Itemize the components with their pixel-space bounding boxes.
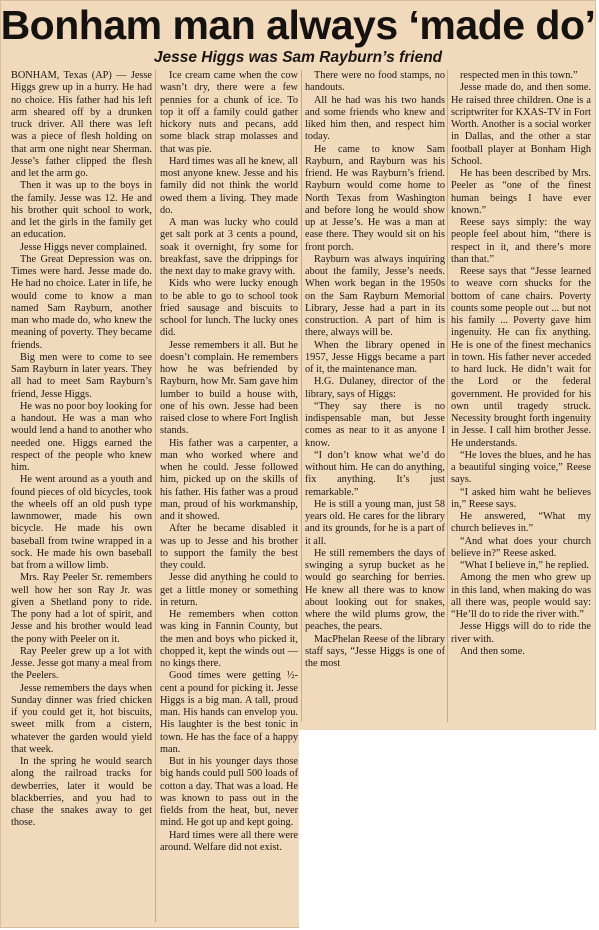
article-paragraph: Kids who were lucky enough to be able to go to school took fried sausage and biscuits to school for lunch. The lucky ones did. <box>160 278 298 339</box>
article-column-1 <box>11 70 152 922</box>
article-paragraph: There were no food stamps, no handouts. <box>305 70 445 94</box>
article-paragraph: Hard times was all he knew, all most anyone knew. Jesse and his family did not think the world owed them a living. They made do. <box>160 155 298 216</box>
article-paragraph: He came to know Sam Rayburn, and Rayburn was his friend. He was Rayburn’s friend. Rayburn would come home to North Texas from Washington and before long he would show up at Jesse’s. He was a man at ease there. They would sit on his front porch. <box>305 143 445 253</box>
article-paragraph: He went around as a youth and found pieces of old bicycles, took the wheels off an old push type lawnmower, made his own bicycle. He made his own baseball from twine wrapped in a sock. He made his own baseball bat from a willow limb. <box>11 474 152 571</box>
article-paragraph: Jesse Higgs never complained. <box>20 241 147 253</box>
article-paragraph: He still remembers the days of swinging a syrup bucket as he would go searching for berries. He knew all there was to know about looking out for snakes, where the wild plums grow, the peaches, the pears. <box>305 547 445 633</box>
article-paragraph: “What I believe in,” he replied. <box>460 560 589 571</box>
article-paragraph: He remembers when cotton was king in Fannin County, but the men and boys who picked it, chopped it, kept the winds out — no kings there. <box>160 609 298 669</box>
column-divider <box>447 70 448 722</box>
article-paragraph: A man was lucky who could get salt pork at 3 cents a pound, soak it overnight, fry some for breakfast, save the drippings for the next day to make gravy with. <box>160 217 298 277</box>
article-paragraph: Ray Peeler grew up a lot with Jesse. Jesse got many a meal from the Peelers. <box>11 645 152 682</box>
article-paragraph: Big men were to come to see Sam Rayburn in later years. They all had to meet Sam Rayburn’s friend, Jesse Higgs. <box>11 351 152 400</box>
article-paragraph: The Great Depression was on. Times were hard. Jesse made do. He had no choice. Later in life, he would come to know a man named Sam Rayburn, another man who made do, who knew the meaning of poverty. They became friends. <box>11 253 152 351</box>
article-paragraph: He answered, “What my church believes in.” <box>451 511 591 535</box>
article-column-3 <box>305 70 445 722</box>
article-paragraph: He has been described by Mrs. Peeler as “one of the finest human beings I have ever known.” <box>451 168 591 216</box>
article-paragraph: Jesse remembers it all. But he doesn’t complain. He remembers how he was befriended by Rayburn, how Mr. Sam gave him lumber to build a house with, one of his own. Jesse had been raised close to where Fort Inglish stands. <box>160 339 298 437</box>
article-paragraph: Ice cream came when the cow wasn’t dry, there were a few pennies for a chunk of ice. To top it off a family could gather hickory nuts and pecans, add some black strap molasses and that was pie. <box>160 70 298 155</box>
article-paragraph: Jesse remembers the days when Sunday dinner was fried chicken if you could get it, hot biscuits, sweet milk from a cistern, whatever the garden would yield that week. <box>11 682 152 755</box>
article-paragraph: Then it was up to the boys in the family. Jesse was 12. He and his brother quit school to work, and let the girls in the family get an education. <box>11 180 152 241</box>
article-paragraph: “And what does your church believe in?” Reese asked. <box>451 535 591 559</box>
article-paragraph: After he became disabled it was up to Jesse and his brother to support the family the best they could. <box>160 523 298 571</box>
article-paragraph: His father was a carpenter, a man who worked where and when he could. Jesse followed him, picked up on the skills of his father. His father was a proud man, proud of his workmanship, and it showed. <box>160 437 298 522</box>
article-paragraph: In the spring he would search along the railroad tracks for dewberries, later it would be blackberries, and you had to chase the snakes away to get those. <box>11 756 152 829</box>
article-paragraph: Reese says simply: the way people feel about him, “there is respect in it, and there’s more than that.” <box>451 217 591 265</box>
subheadline: Jesse Higgs was Sam Rayburn’s friend <box>153 49 443 66</box>
article-paragraph: He is still a young man, just 58 years old. He cares for the library and its grounds, for he is a part of it all. <box>305 498 445 547</box>
article-paragraph: “I asked him waht he believes in,” Reese says. <box>451 486 591 510</box>
article-paragraph: “They say there is no indispensable man, but Jesse comes as near to it as anyone I know. <box>305 400 445 449</box>
article-column-4 <box>451 70 591 722</box>
article-paragraph: Jesse made do, and then some. He raised three children. One is a scriptwriter for KXAS-TV in Fort Worth. Another is a social worker in Dallas, and the other a star football player at Bonham High School. <box>451 82 591 167</box>
article-paragraph: All he had was his two hands and some friends who knew and liked him then, and respect him today. <box>305 94 445 143</box>
article-paragraph: Jesse Higgs will do to ride the river with. <box>451 621 591 645</box>
article-paragraph: And then some. <box>460 645 525 657</box>
article-column-2 <box>160 70 298 922</box>
article-paragraph: When the library opened in 1957, Jesse Higgs became a part of it, the maintenance man. <box>305 339 445 375</box>
column-divider <box>301 70 302 722</box>
article-paragraph: H.G. Dulaney, director of the library, says of Higgs: <box>305 376 445 400</box>
article-paragraph: Among the men who grew up in this land, when making do was all there was, people would say: “He’ll do to ride the river with.” <box>451 572 591 620</box>
article-paragraph: Reese says that “Jesse learned to weave corn shucks for the bottom of cane chairs. Poverty counts some people out ... but not his family ... Poverty gave him ingenuity. He can fix anything. He is one of the finest mechanics in town. His father never acceded to hard luck. He didn’t wait for the Lord or the federal government. He provided for his own until tragedy struck. Necessity brought forth ingenuity in Jesse. I call him brother Jesse. He understands. <box>451 266 591 449</box>
clipping-cutout-background <box>299 730 599 930</box>
article-paragraph: “He loves the blues, and he has a beautiful singing voice,” Reese says. <box>451 449 591 486</box>
headline: Bonham man always ‘made do’ <box>0 2 596 48</box>
article-paragraph: MacPhelan Reese of the library staff says, “Jesse Higgs is one of the most <box>305 633 445 669</box>
article-paragraph: “I don’t know what we’d do without him. He can do anything, fix anything. It’s just remarkable.” <box>305 449 445 498</box>
article-paragraph: But in his younger days those big hands could pull 500 loads of cotton a day. That was a load. He was known to pass out in the fields from the heat, but, never mind. He got up and kept going. <box>160 756 298 829</box>
article-paragraph: He was no poor boy looking for a handout. He was a man who would lend a hand to another who needed one. Higgs earned the respect of the people who knew him. <box>11 400 152 473</box>
column-divider <box>155 70 156 922</box>
article-paragraph: Rayburn was always inquiring about the family, Jesse’s needs. When work began in the 1950s on the Sam Rayburn Memorial Library, Jesse had a part in its construction. A part of him is there, always will be. <box>305 253 445 339</box>
article-paragraph: Good times were getting ½-cent a pound for picking it. Jesse Higgs is a big man. A tall, proud man. His hands can envelop you. His laughter is the best tonic in town. He has the face of a happy man. <box>160 670 298 755</box>
article-paragraph: Jesse did anything he could to get a little money or something in return. <box>160 572 298 608</box>
article-paragraph: respected men in this town.” <box>460 70 578 81</box>
article-paragraph: BONHAM, Texas (AP) — Jesse Higgs grew up in a hurry. He had no choice. His father had his left arm sheared off by a drunken truck driver. All there was left was a piece of flesh holding on that arm one night near Sherman. Jesse’s father clipped the flesh and let the arm go. <box>11 70 152 179</box>
article-paragraph: Mrs. Ray Peeler Sr. remembers well how her son Ray Jr. was given a Shetland pony to ride. The pony had a lot of spirit, and Jesse and his brother would lead the pony with Peeler on it. <box>11 572 152 645</box>
article-paragraph: Hard times were all there were around. Welfare did not exist. <box>160 829 298 853</box>
